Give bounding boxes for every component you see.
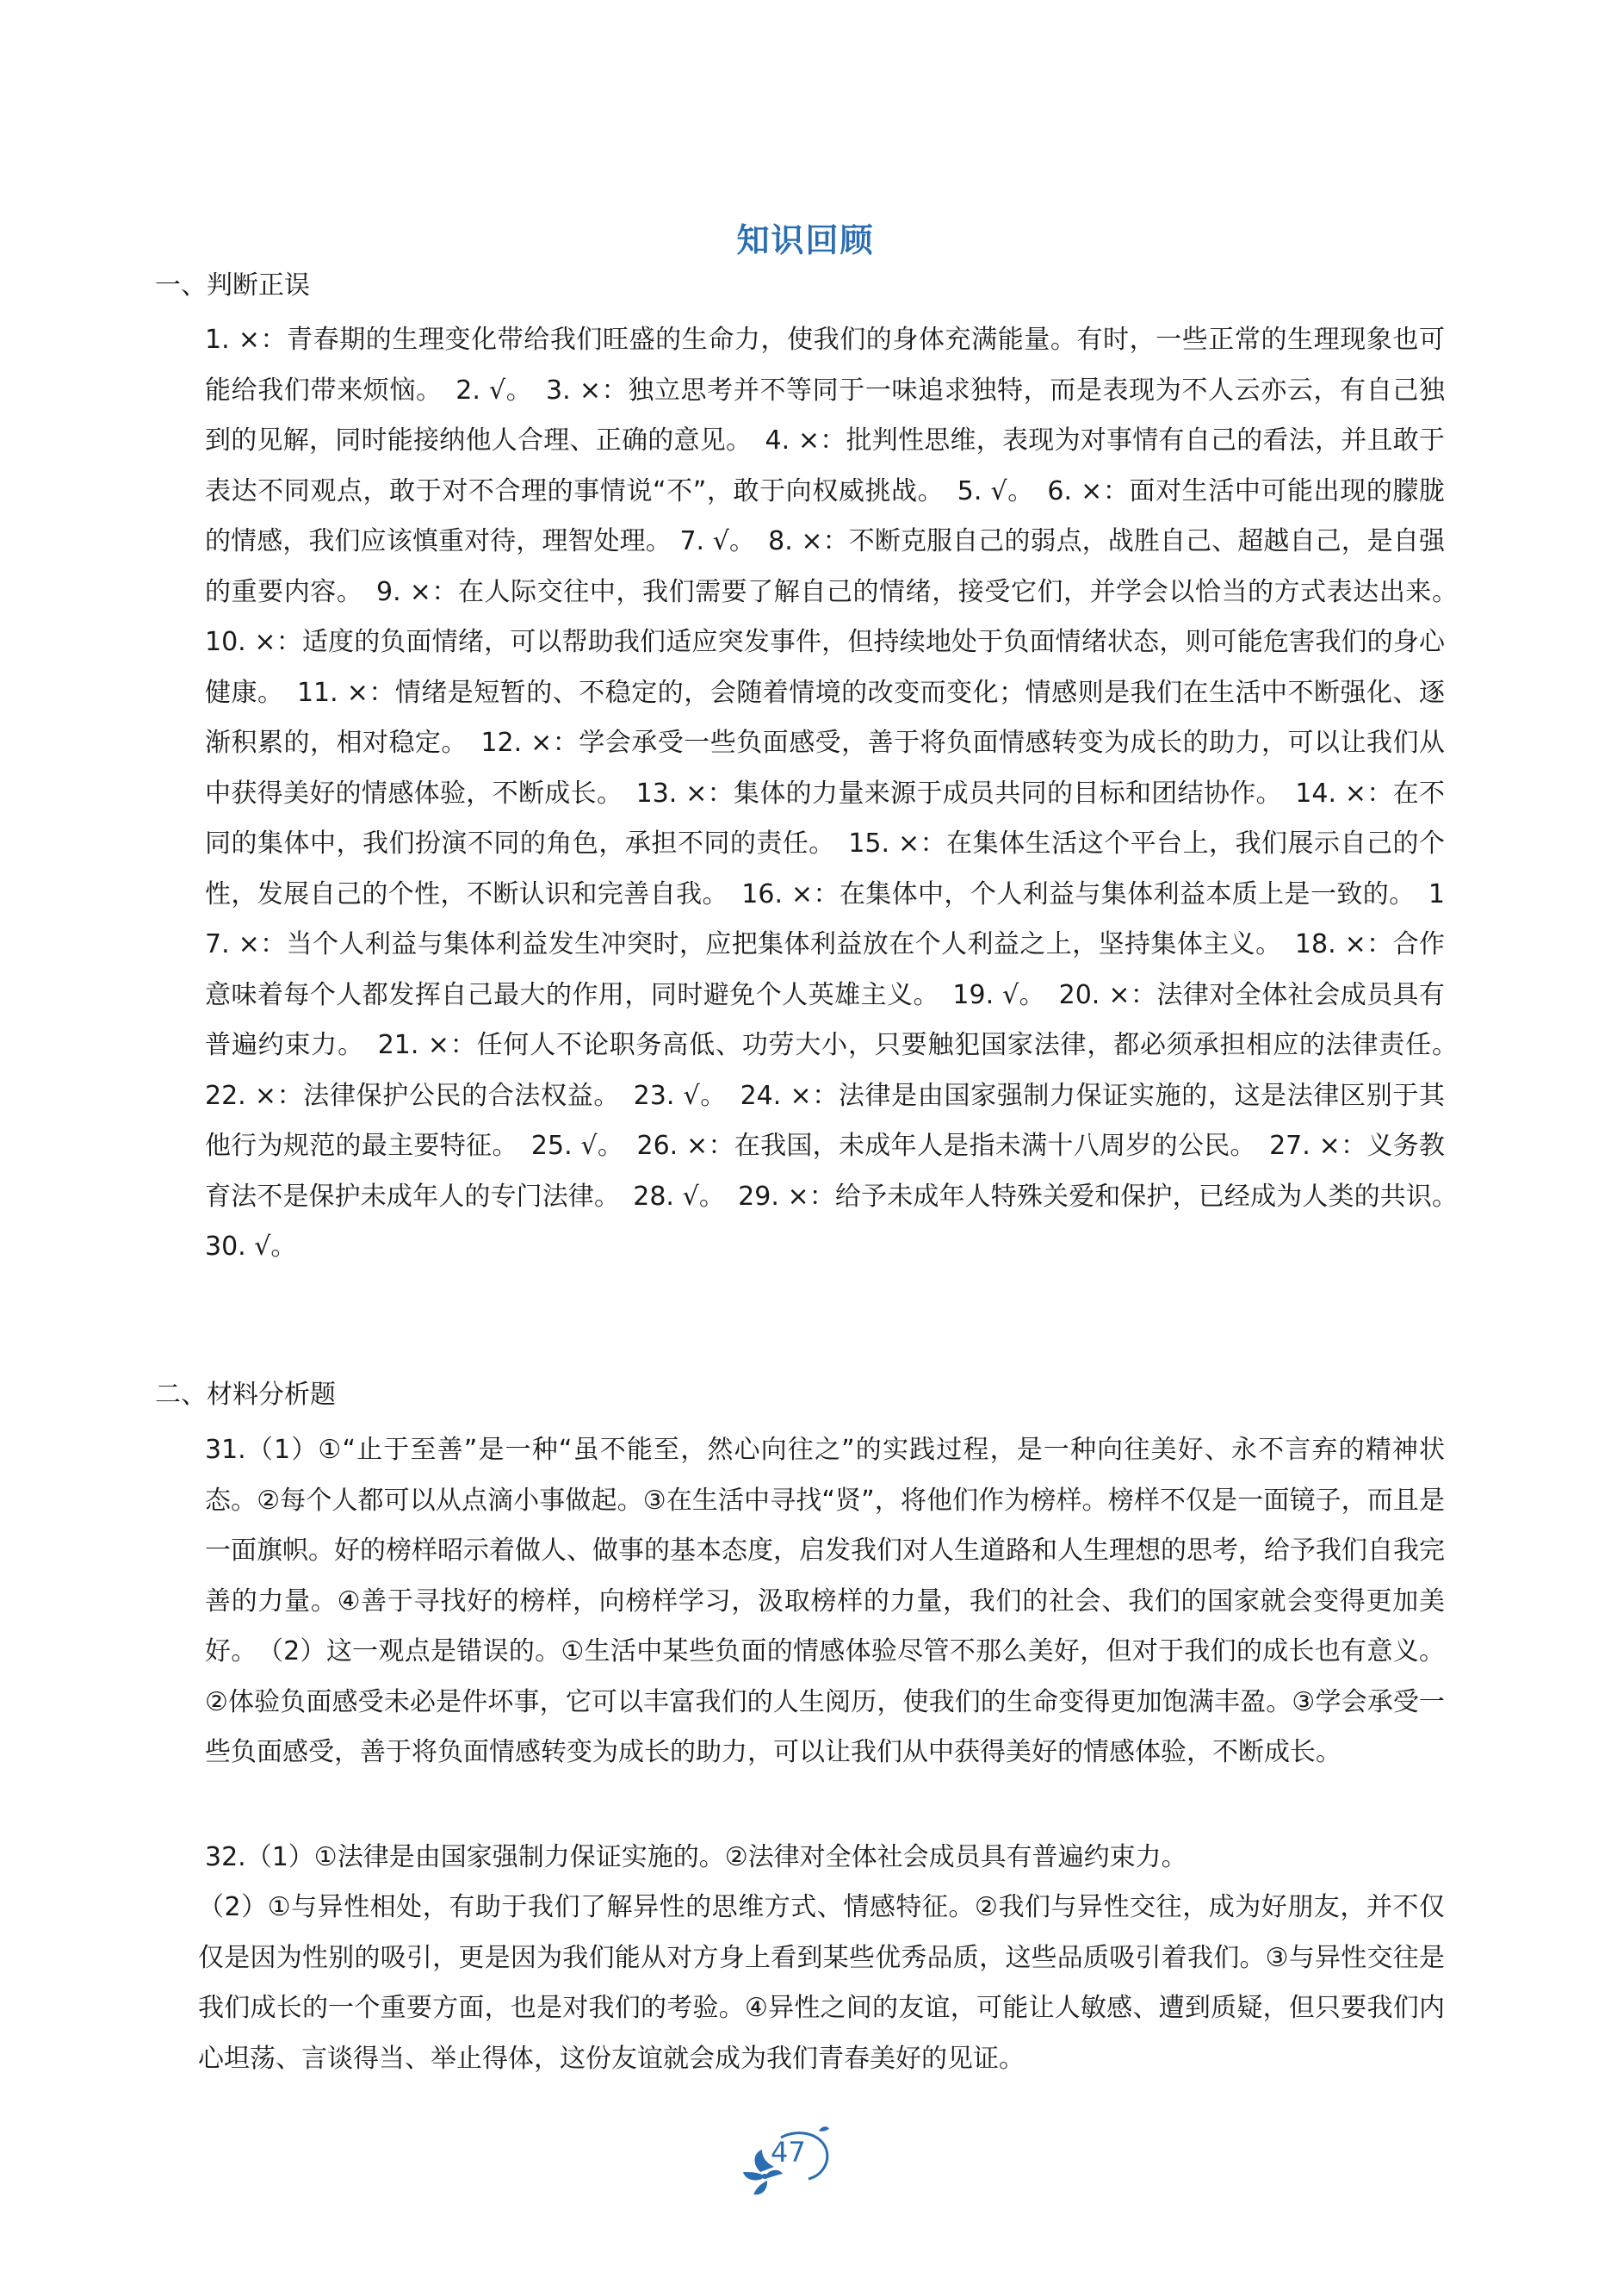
section-heading-true-false: 一、判断正误: [155, 270, 310, 301]
page-number: 47: [771, 2136, 806, 2169]
page-footer: [736, 2119, 840, 2196]
section-heading-material-analysis: 二、材料分析题: [155, 1380, 336, 1410]
page-title: 知识回顾: [736, 221, 875, 259]
answer-q32-part2: （2）①与异性相处，有助于我们了解异性的思维方式、情感特征。②我们与异性交往，成为好朋友，并不仅仅是因为性别的吸引，更是因为我们能从对方身上看到某些优秀品质，这些品质吸引着我们。③与异性交往是我们成长的一个重要方面，也是对我们的考验。④异性之间的友谊，可能让人敏感、遭到质疑，但只要我们内心坦荡、言谈得当、举止得体，这份友谊就会成为我们青春美好的见证。: [198, 1892, 1445, 2074]
true-false-answers: 1. ×：青春期的生理变化带给我们旺盛的生命力，使我们的身体充满能量。有时，一些正常的生理现象也可能给我们带来烦恼。 2. √。 3. ×：独立思考并不等同于一味追求独特，而是表现为不人云亦云，有自己独到的见解，同时能接纳他人合理、正确的意见。 4. ×：批判性思维，表现为对事情有自己的看法，并且敢于表达不同观点，敢于对不合理的事情说“不”，敢于向权威挑战。 5. √。 6. ×：面对生活中可能出现的朦胧的情感，我们应该慎重对待，理智处理。 7. √。 8. ×：不断克服自己的弱点，战胜自己、超越自己，是自强的重要内容。 9. ×：在人际交往中，我们需要了解自己的情绪，接受它们，并学会以恰当的方式表达出来。 10. ×：适度的负面情绪，可以帮助我们适应突发事件，但持续地处于负面情绪状态，则可能危害我们的身心健康。 11. ×：情绪是短暂的、不稳定的，会随着情境的改变而变化；情感则是我们在生活中不断强化、逐渐积累的，相对稳定。 12. ×：学会承受一些负面感受，善于将负面情感转变为成长的助力，可以让我们从中获得美好的情感体验，不断成长。 13. ×：集体的力量来源于成员共同的目标和团结协作。 14. ×：在不同的集体中，我们扮演不同的角色，承担不同的责任。 15. ×：在集体生活这个平台上，我们展示自己的个性，发展自己的个性，不断认识和完善自我。 16. ×：在集体中，个人利益与集体利益本质上是一致的。 17. ×：当个人利益与集体利益发生冲突时，应把集体利益放在个人利益之上，坚持集体主义。 18. ×：合作意味着每个人都发挥自己最大的作用，同时避免个人英雄主义。 19. √。 20. ×：法律对全体社会成员具有普遍约束力。 21. ×：任何人不论职务高低、功劳大小，只要触犯国家法律，都必须承担相应的法律责任。 22. ×：法律保护公民的合法权益。 23. √。 24. ×：法律是由国家强制力保证实施的，这是法律区别于其他行为规范的最主要特征。 25. √。 26. ×：在我国，未成年人是指未满十八周岁的公民。 27. ×：义务教育法不是保护未成年人的专门法律。 28. √。 29. ×：给予未成年人特殊关爱和保护，已经成为人类的共识。 30. √。: [205, 325, 1471, 1262]
answer-q32-part1: 32.（1）①法律是由国家强制力保证实施的。②法律对全体社会成员具有普遍约束力。: [205, 1842, 1187, 1872]
answer-q31: 31.（1）①“止于至善”是一种“虽不能至，然心向往之”的实践过程，是一种向往美好、永不言弃的精神状态。②每个人都可以从点滴小事做起。③在生活中寻找“贤”，将他们作为榜样。榜样不仅是一面镜子，而且是一面旗帜。好的榜样昭示着做人、做事的基本态度，启发我们对人生道路和人生理想的思考，给予我们自我完善的力量。④善于寻找好的榜样，向榜样学习，汲取榜样的力量，我们的社会、我们的国家就会变得更加美好。 （2）这一观点是错误的。①生活中某些负面的情感体验尽管不那么美好，但对于我们的成长也有意义。②体验负面感受未必是件坏事，它可以丰富我们的人生阅历，使我们的生命变得更加饱满丰盈。③学会承受一些负面感受，善于将负面情感转变为成长的助力，可以让我们从中获得美好的情感体验，不断成长。: [205, 1435, 1445, 1767]
